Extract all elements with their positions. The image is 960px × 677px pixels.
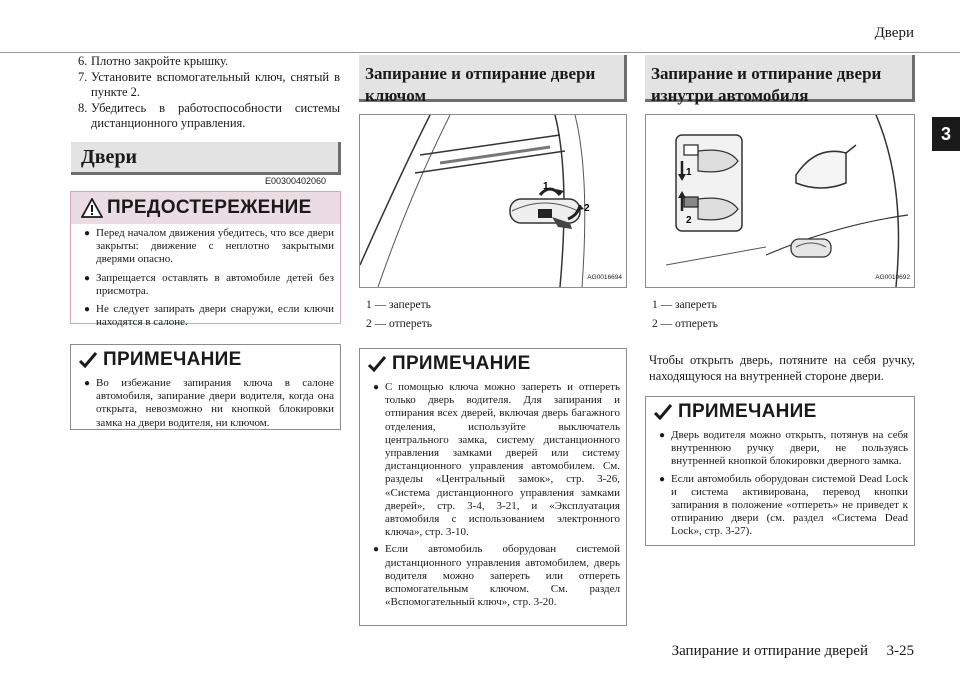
pencil-check-icon [77, 350, 99, 370]
step-number: 7. [78, 69, 88, 84]
warning-label: ПРЕДОСТЕРЕЖЕНИЕ [107, 197, 312, 218]
doors-section-title: Двери [71, 142, 341, 175]
legend-item: 1 — запереть [366, 299, 431, 311]
warning-body [71, 224, 340, 329]
note-item: ● Если автомобиль оборудован системой Dead Lock и система активирована, перевод кнопки запирания в положение «отпереть» не приведет к отпиранию двери (см. раздел «Система Dead Lock», стр. 3-27). [659, 472, 908, 538]
inside-paragraph: Чтобы открыть дверь, потяните на себя ручку, находящуюся на внутренней стороне двери. [649, 353, 915, 383]
warning-item: ● Не следует запирать двери снаружи, если ключи находятся в салоне. [84, 303, 334, 329]
bullet-icon: ● [659, 473, 666, 485]
page-header [0, 0, 960, 53]
note-item: ● Во избежание запирания ключа в салоне автомобиля, запирание двери водителя, когда она открыта, невозможно ни кнопкой блокировки замка на двери водителя, ни ключом. [84, 377, 334, 429]
note-header [646, 397, 914, 427]
legend-item: 2 — отпереть [652, 318, 719, 330]
note-box-key [359, 348, 627, 626]
figure-label-1: 1 [543, 181, 549, 192]
note-item: ● Дверь водителя можно открыть, потянув на себя внутреннюю ручку двери, не пользуясь внутренней кнопкой блокировки дверного замка. [659, 429, 908, 468]
figure-label-2: 2 [686, 215, 692, 226]
car-door-key-illustration [360, 115, 626, 287]
note-box-left [70, 344, 341, 430]
page-number: 3-25 [886, 643, 914, 659]
inside-section-title: Запирание и отпирание двери изнутри автомобиля [645, 55, 915, 102]
note-label: ПРИМЕЧАНИЕ [678, 401, 817, 422]
bullet-icon: ● [84, 304, 91, 316]
key-section-title: Запирание и отпирание двери ключом [359, 55, 627, 102]
step-text: Установите вспомогательный ключ, снятый в пункте 2. [91, 69, 340, 99]
section-code: E00300402060 [265, 176, 327, 186]
key-door-figure [359, 114, 627, 288]
note-label: ПРИМЕЧАНИЕ [392, 353, 531, 374]
note-label: ПРИМЕЧАНИЕ [103, 349, 242, 370]
warning-triangle-icon [81, 198, 103, 218]
chapter-tab[interactable]: 3 [932, 117, 960, 151]
note-body [71, 375, 340, 430]
step-list [78, 54, 340, 132]
note-header [360, 349, 626, 379]
warning-item: ● Перед началом движения убедитесь, что все двери закрыты: движение с неплотно закрытыми дверями опасно. [84, 227, 334, 266]
bullet-icon: ● [659, 430, 666, 441]
pencil-check-icon [366, 354, 388, 374]
inner-door-handle-illustration [646, 115, 914, 287]
pencil-check-icon [652, 402, 674, 422]
step-text: Убедитесь в работоспособности системы дистанционного управления. [91, 100, 340, 130]
warning-header [71, 192, 340, 224]
step-item [78, 101, 340, 132]
key-figure-legend [366, 296, 432, 334]
step-number: 6. [78, 54, 88, 68]
bullet-icon: ● [373, 382, 380, 393]
step-item [78, 54, 340, 70]
legend-item: 1 — запереть [652, 299, 717, 311]
bullet-icon: ● [84, 378, 91, 389]
note-box-inside [645, 396, 915, 546]
figure-label-1: 1 [686, 167, 692, 178]
note-body [646, 427, 914, 539]
inside-figure-legend [652, 296, 718, 334]
step-item [78, 70, 340, 101]
legend-item: 2 — отпереть [366, 318, 433, 330]
note-item: ● С помощью ключа можно запереть и отпереть только дверь водителя. Для запирания и отпирания всех дверей, включая дверь багажного отделения, используйте выключатель центрального замка, систему дистанционного управления замками дверей или систему дистанционного управления автомобилем. См. разделы «Центральный замок», стр. 3-26, «Система дистанционного управления замками дверей», стр. 3-4, 3-21, и «Эксплуатация автомобиля с использованием электронного ключа», стр. 3-10. [373, 381, 620, 539]
header-title: Двери [874, 25, 914, 41]
warning-item: ● Запрещается оставлять в автомобиле детей без присмотра. [84, 271, 334, 297]
step-number: 8. [78, 100, 88, 115]
note-body [360, 379, 626, 609]
bullet-icon: ● [84, 228, 91, 239]
inside-door-figure [645, 114, 915, 288]
footer-section-title: Запирание и отпирание дверей [671, 643, 868, 659]
figure-code: AG0016694 [587, 274, 622, 281]
bullet-icon: ● [373, 544, 380, 556]
figure-label-2: 2 [584, 203, 590, 214]
note-header [71, 345, 340, 375]
step-text: Плотно закройте крышку. [91, 54, 229, 68]
note-item: ● Если автомобиль оборудован системой дистанционного управления автомобилем, дверь водителя можно запереть или отпереть вспомогательным ключом. См. раздел «Вспомогательный ключ», стр. 3-20. [373, 543, 620, 609]
warning-box [70, 191, 341, 329]
bullet-icon: ● [84, 272, 91, 284]
figure-code: AG0010692 [875, 274, 910, 281]
